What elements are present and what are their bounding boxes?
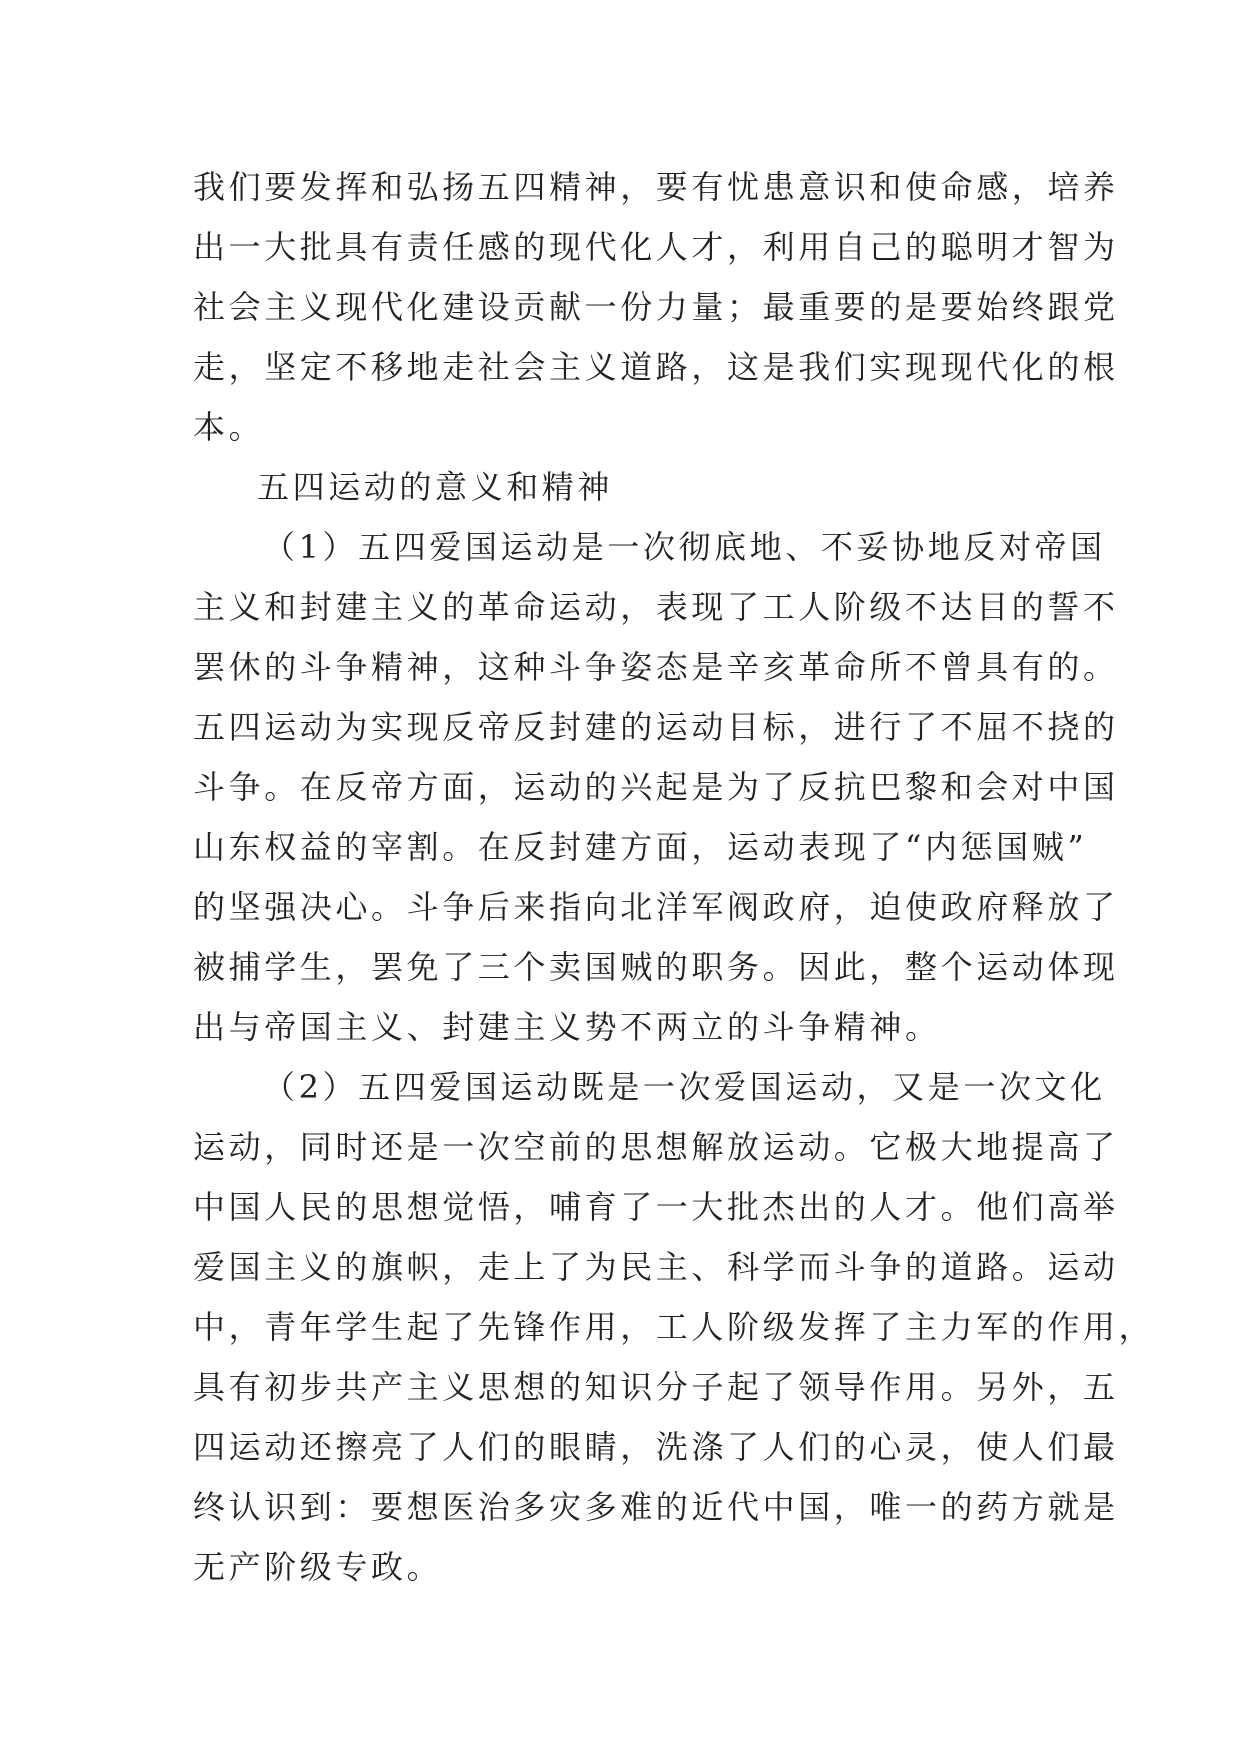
text-line: 斗争。在反帝方面，运动的兴起是为了反抗巴黎和会对中国 (193, 768, 1119, 806)
text-line: 具有初步共产主义思想的知识分子起了领导作用。另外，五 (193, 1368, 1119, 1406)
text-line: 四运动还擦亮了人们的眼睛，洗涤了人们的心灵，使人们最 (193, 1428, 1119, 1466)
text-line: 中国人民的思想觉悟，哺育了一大批杰出的人才。他们高举 (193, 1188, 1119, 1226)
text-line: 出与帝国主义、封建主义势不两立的斗争精神。 (193, 1008, 941, 1046)
text-line: 运动，同时还是一次空前的思想解放运动。它极大地提高了 (193, 1128, 1119, 1166)
text-line: 无产阶级专政。 (193, 1548, 443, 1586)
text-line: 爱国主义的旗帜，走上了为民主、科学而斗争的道路。运动 (193, 1248, 1119, 1286)
intro-paragraph (193, 157, 1119, 457)
section-heading (193, 457, 1073, 517)
text-line: 的坚强决心。斗争后来指向北洋军阀政府，迫使政府释放了 (193, 888, 1119, 926)
text-line: 我们要发挥和弘扬五四精神，要有忧患意识和使命感，培养 (193, 168, 1119, 206)
text-line: （1）五四爱国运动是一次彻底地、不妥协地反对帝国 (263, 528, 1106, 566)
text-line: （2）五四爱国运动既是一次爱国运动，又是一次文化 (263, 1068, 1106, 1106)
section-1-paragraph (193, 517, 1119, 1057)
document-body (193, 157, 1155, 1597)
text-line: 五四运动为实现反帝反封建的运动目标，进行了不屈不挠的 (193, 708, 1119, 746)
text-line: 本。 (193, 408, 265, 446)
text-line: 罢休的斗争精神，这种斗争姿态是辛亥革命所不曾具有的。 (193, 648, 1119, 686)
text-line: 出一大批具有责任感的现代化人才，利用自己的聪明才智为 (193, 228, 1119, 266)
text-line: 主义和封建主义的革命运动，表现了工人阶级不达目的誓不 (193, 588, 1119, 626)
text-line: 中，青年学生起了先锋作用，工人阶级发挥了主力军的作用， (193, 1308, 1155, 1346)
text-line: 终认识到：要想医治多灾多难的近代中国，唯一的药方就是 (193, 1488, 1119, 1526)
text-line: 山东权益的宰割。在反封建方面，运动表现了“内惩国贼” (193, 828, 1088, 866)
text-line: 社会主义现代化建设贡献一份力量；最重要的是要始终跟党 (193, 288, 1119, 326)
heading-text: 五四运动的意义和精神 (257, 468, 614, 506)
text-line: 被捕学生，罢免了三个卖国贼的职务。因此，整个运动体现 (193, 948, 1119, 986)
text-line: 走，坚定不移地走社会主义道路，这是我们实现现代化的根 (193, 348, 1119, 386)
section-2-paragraph (193, 1057, 1155, 1597)
